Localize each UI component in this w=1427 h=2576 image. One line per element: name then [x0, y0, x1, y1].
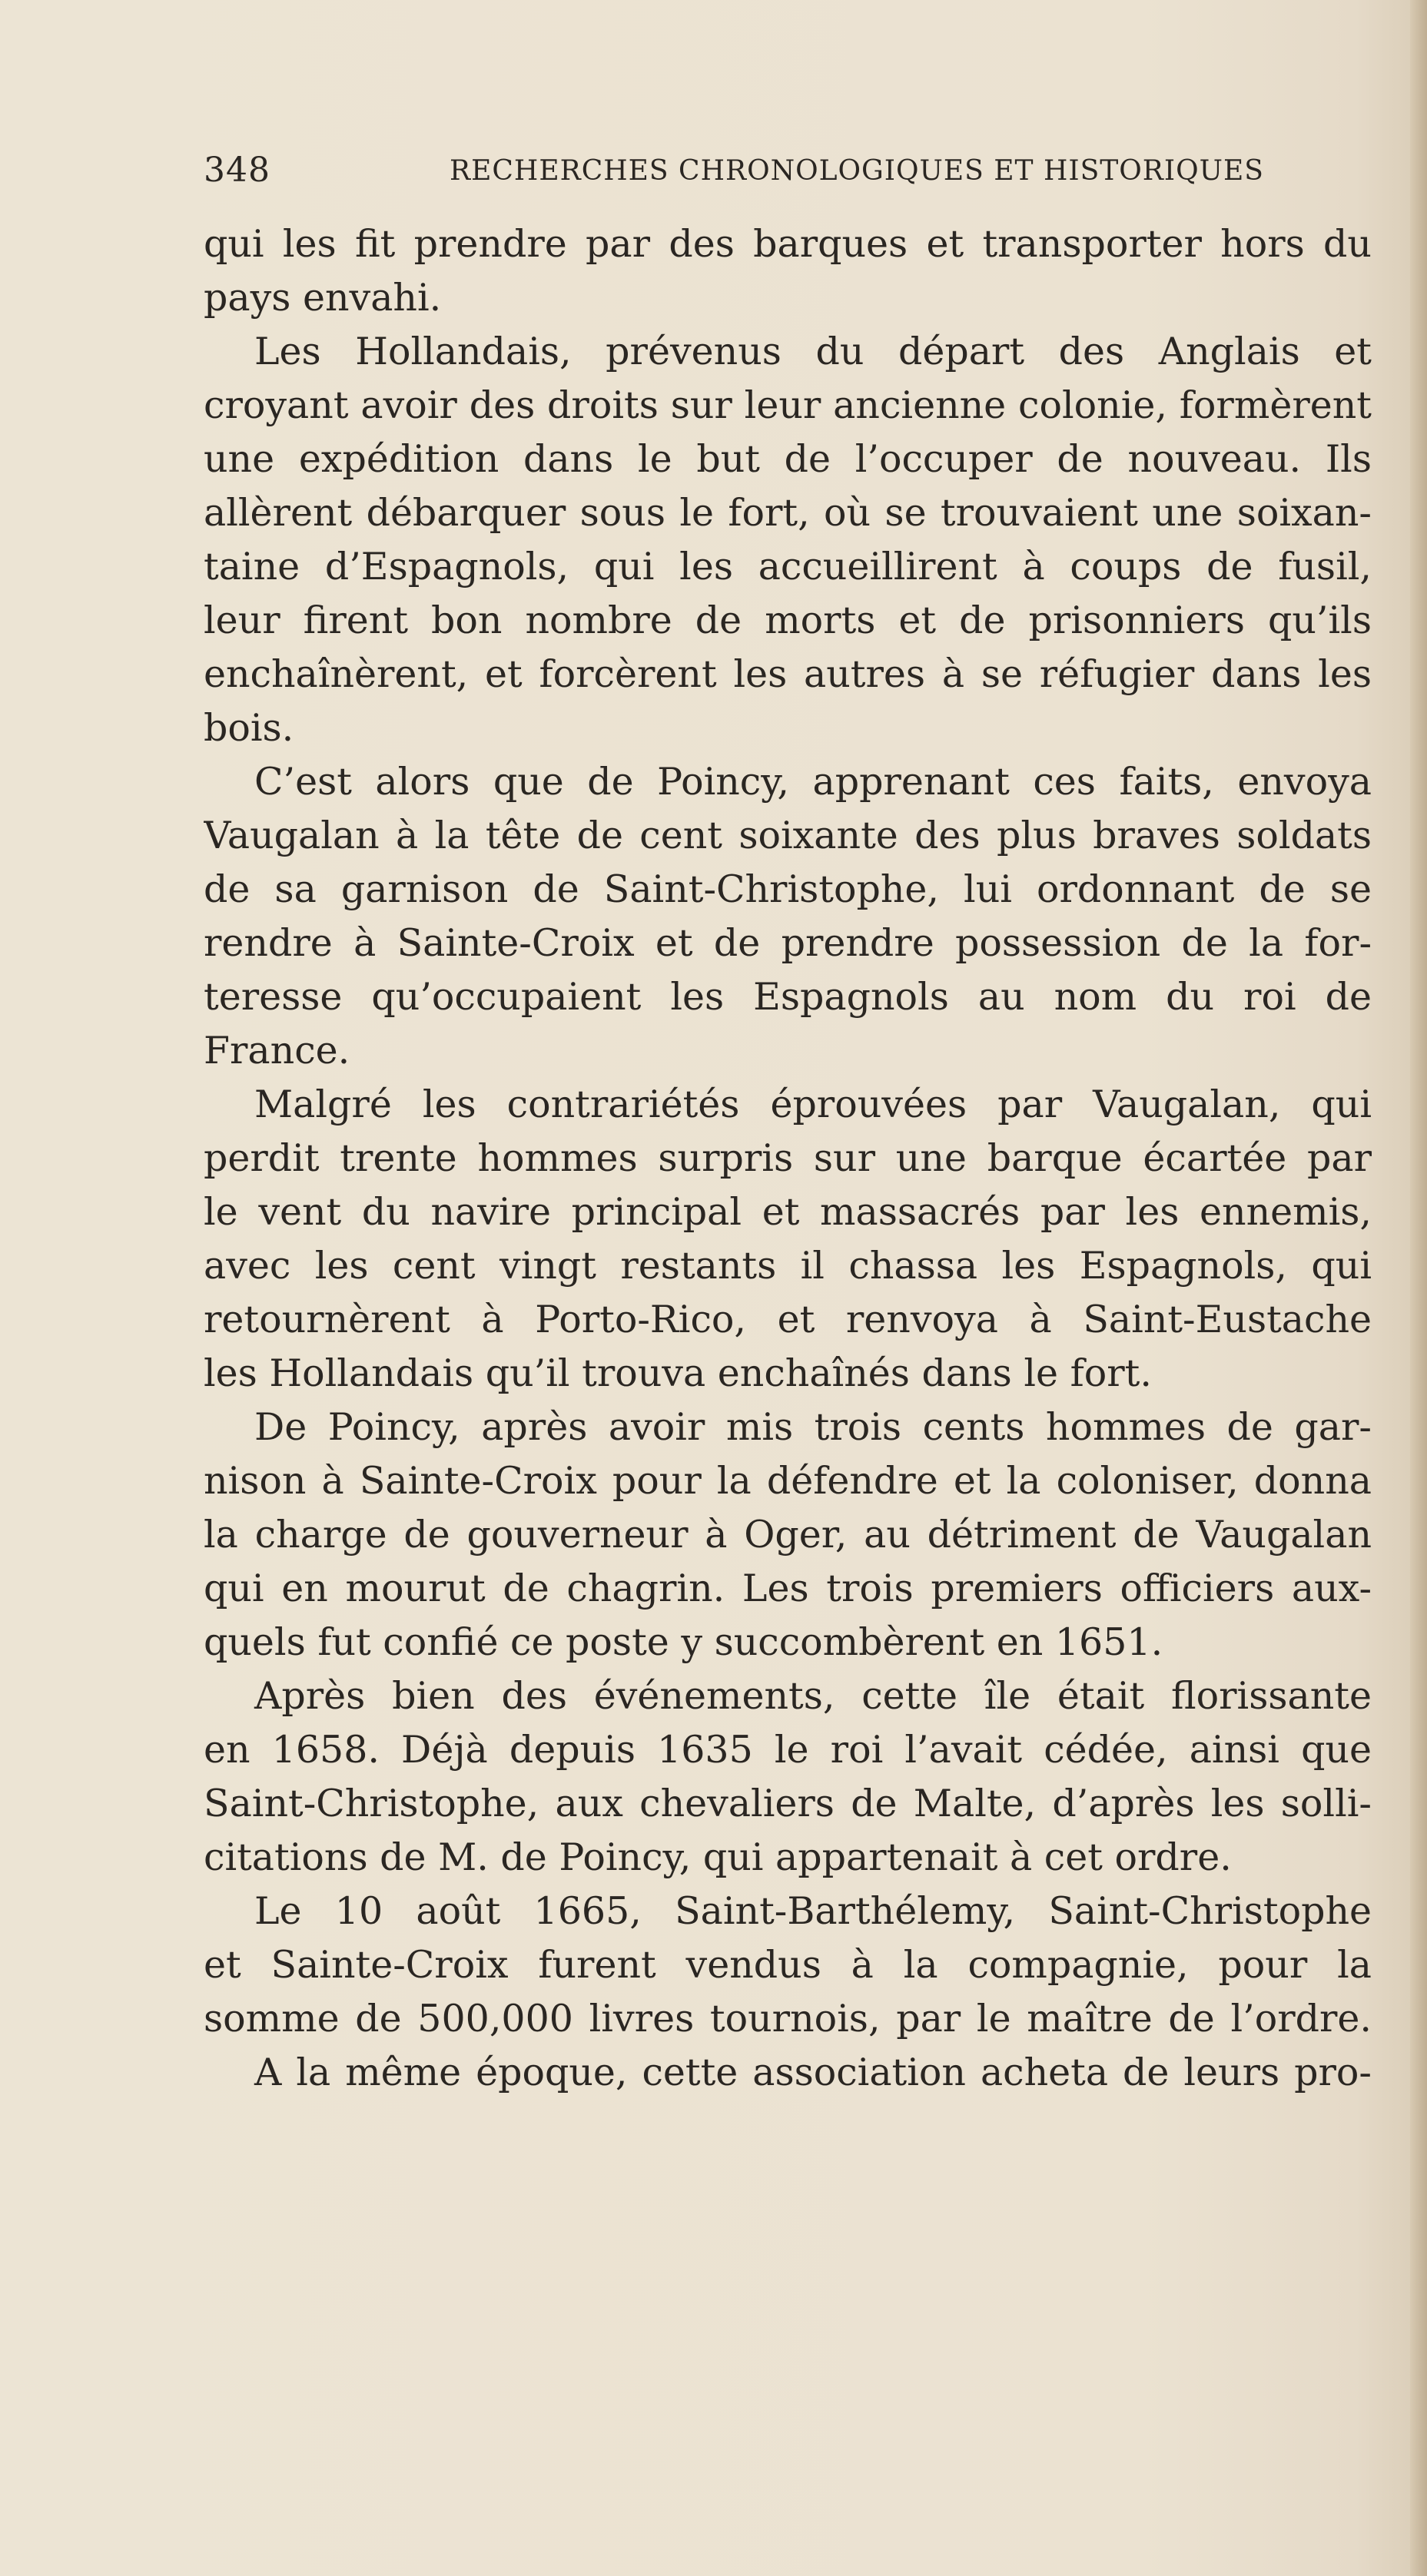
- text-line: teresse qu’occupaient les Espagnols au nom du roi de: [204, 975, 1372, 1019]
- text-line: pays envahi.: [204, 276, 442, 320]
- text-line: Après bien des événements, cette île était florissante: [254, 1674, 1372, 1718]
- text-line: et Sainte-Croix furent vendus à la compagnie, pour la: [204, 1943, 1372, 1987]
- text-line: croyant avoir des droits sur leur ancienne colonie, formèrent: [204, 383, 1372, 427]
- text-line: citations de M. de Poincy, qui appartenait à cet ordre.: [204, 1835, 1232, 1879]
- text-line: rendre à Sainte-Croix et de prendre possession de la for-: [204, 921, 1372, 965]
- text-line: qui en mourut de chagrin. Les trois premiers officiers aux-: [204, 1566, 1372, 1610]
- text-line: C’est alors que de Poincy, apprenant ces faits, envoya: [254, 760, 1372, 804]
- text-line: en 1658. Déjà depuis 1635 le roi l’avait cédée, ainsi que: [204, 1728, 1372, 1772]
- running-title: RECHERCHES CHRONOLOGIQUES ET HISTORIQUES: [450, 155, 1264, 187]
- text-line: De Poincy, après avoir mis trois cents hommes de gar-: [254, 1405, 1372, 1449]
- text-line: leur firent bon nombre de morts et de prisonniers qu’ils: [204, 598, 1372, 642]
- text-line: Malgré les contrariétés éprouvées par Vaugalan, qui: [254, 1082, 1372, 1126]
- text-line: enchaînèrent, et forcèrent les autres à se réfugier dans les: [204, 652, 1372, 696]
- text-line: le vent du navire principal et massacrés par les ennemis,: [204, 1190, 1372, 1234]
- text-line: une expédition dans le but de l’occuper de nouveau. Ils: [204, 437, 1372, 481]
- text-line: France.: [204, 1029, 350, 1073]
- text-line: Saint-Christophe, aux chevaliers de Malte, d’après les solli-: [204, 1782, 1372, 1825]
- text-line: somme de 500,000 livres tournois, par le maître de l’ordre.: [204, 1997, 1372, 2041]
- body-text: [204, 217, 1372, 2100]
- text-line: A la même époque, cette association acheta de leurs pro-: [254, 2051, 1372, 2094]
- text-line: nison à Sainte-Croix pour la défendre et la coloniser, donna: [204, 1459, 1372, 1503]
- text-line: qui les fit prendre par des barques et transporter hors du: [204, 222, 1372, 266]
- page-number: 348: [204, 151, 270, 190]
- text-line: allèrent débarquer sous le fort, où se trouvaient une soixan-: [204, 491, 1372, 535]
- text-line: taine d’Espagnols, qui les accueillirent à coups de fusil,: [204, 545, 1372, 588]
- running-head: [204, 151, 1387, 197]
- text-line: quels fut confié ce poste y succombèrent en 1651.: [204, 1620, 1163, 1664]
- text-line: avec les cent vingt restants il chassa les Espagnols, qui: [204, 1244, 1372, 1288]
- text-line: la charge de gouverneur à Oger, au détriment de Vaugalan: [204, 1513, 1372, 1557]
- page-edge-shadow: [1410, 0, 1427, 2576]
- text-line: retournèrent à Porto-Rico, et renvoya à Saint-Eustache: [204, 1298, 1372, 1341]
- text-line: Vaugalan à la tête de cent soixante des plus braves soldats: [204, 814, 1372, 857]
- text-line: de sa garnison de Saint-Christophe, lui ordonnant de se: [204, 867, 1372, 911]
- text-line: Le 10 août 1665, Saint-Barthélemy, Saint-Christophe: [254, 1889, 1372, 1933]
- text-line: les Hollandais qu’il trouva enchaînés dans le fort.: [204, 1351, 1152, 1395]
- text-line: Les Hollandais, prévenus du départ des Anglais et: [254, 330, 1372, 373]
- text-line: perdit trente hommes surpris sur une barque écartée par: [204, 1136, 1372, 1180]
- text-line: bois.: [204, 706, 294, 750]
